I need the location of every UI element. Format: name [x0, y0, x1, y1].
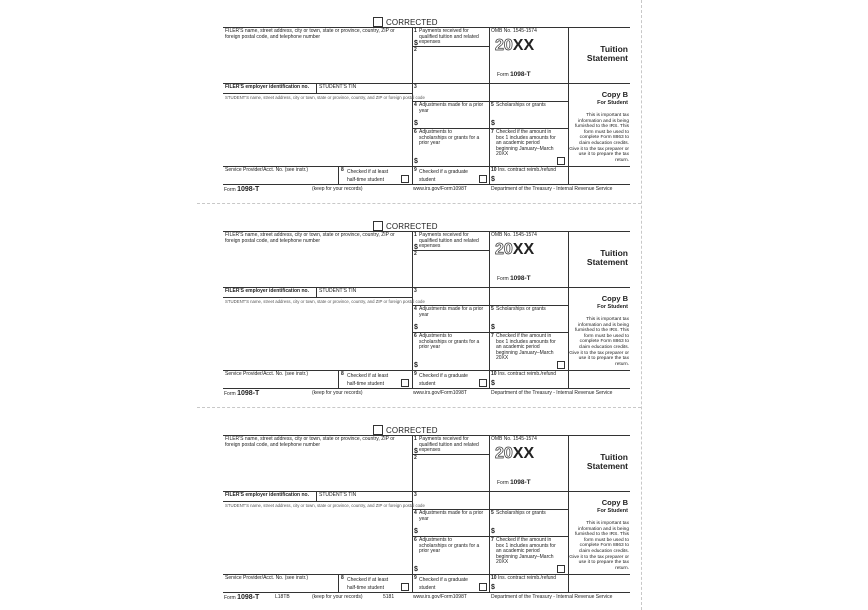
- box5-dollar: $: [491, 528, 495, 535]
- box5-num: 5: [491, 306, 494, 312]
- box3-num: 3: [414, 84, 417, 90]
- box5-label: Scholarships or grants: [496, 510, 546, 516]
- corrected-checkbox[interactable]: CORRECTED: [373, 221, 438, 231]
- form-1098t-copy-3: [223, 426, 630, 610]
- footer-irs-url[interactable]: www.irs.gov/Form1098T: [413, 186, 467, 192]
- form-grid: [223, 27, 630, 185]
- box8-label: Checked if at least half-time student: [347, 577, 389, 591]
- form-id: Form 1098-T: [497, 479, 531, 486]
- box8-num: 8: [341, 371, 344, 377]
- box1-dollar: $: [414, 40, 418, 47]
- box9-label: Checked if a graduate student: [419, 577, 468, 591]
- box9-label: Checked if a graduate student: [419, 373, 468, 387]
- box3-num: 3: [414, 492, 417, 498]
- box1-num: 1: [414, 436, 417, 442]
- form-title: Tuition Statement: [586, 248, 628, 267]
- filer-name-label: FILER'S name, street address, city or town, state or province, country, ZIP or foreign postal code, and telephone number: [225, 436, 395, 448]
- form-id: Form 1098-T: [497, 71, 531, 78]
- footer-keep-records: (keep for your records): [312, 390, 363, 396]
- box4-label: Adjustments made for a prior year: [419, 306, 484, 318]
- omb-number: OMB No. 1545-1574: [491, 436, 537, 442]
- footer-department: Department of the Treasury - Internal Revenue Service: [491, 390, 613, 396]
- filer-ein-label: FILER'S employer identification no.: [225, 84, 309, 90]
- box4-dollar: $: [414, 528, 418, 535]
- box5-dollar: $: [491, 324, 495, 331]
- box6-dollar: $: [414, 158, 418, 165]
- form-1098t-copy-2: [223, 222, 630, 406]
- service-provider-label: Service Provider/Acct. No. (see instr.): [225, 167, 309, 173]
- box10-num: 10: [491, 371, 497, 377]
- box1-label: Payments received for qualified tuition and related expenses: [419, 436, 479, 454]
- service-provider-label: Service Provider/Acct. No. (see instr.): [225, 371, 309, 377]
- box7-label: Checked if the amount in box 1 includes amounts for an academic period beginning January–March 20XX: [496, 333, 556, 362]
- box6-num: 6: [414, 333, 417, 339]
- box7-checkbox[interactable]: [557, 361, 565, 369]
- box5-label: Scholarships or grants: [496, 102, 546, 108]
- form-title: Tuition Statement: [586, 452, 628, 471]
- box9-num: 9: [414, 167, 417, 173]
- filer-ein-label: FILER'S employer identification no.: [225, 492, 309, 498]
- box5-num: 5: [491, 102, 494, 108]
- student-tin-label: STUDENT'S TIN: [319, 84, 357, 90]
- box5-num: 5: [491, 510, 494, 516]
- student-name-label: STUDENT'S name, street address, city or town, state or province, country, and ZIP or foreign postal code: [225, 503, 425, 508]
- box7-checkbox[interactable]: [557, 157, 565, 165]
- box10-label: Ins. contract reimb./refund: [498, 167, 557, 173]
- copy-label: Copy B: [601, 90, 628, 99]
- copy-info-text: This is important tax information and is being furnished to the IRS. This form must be used to complete Form 8863 to claim education credits. Give it to the tax preparer or use it to prepare the tax return.: [569, 521, 629, 571]
- copy-info-text: This is important tax information and is being furnished to the IRS. This form must be used to complete Form 8863 to claim education credits. Give it to the tax preparer or use it to prepare the tax return.: [569, 317, 629, 367]
- box1-dollar: $: [414, 448, 418, 455]
- box10-label: Ins. contract reimb./refund: [498, 575, 557, 581]
- footer-page-code: 5181: [383, 594, 395, 600]
- omb-number: OMB No. 1545-1574: [491, 28, 537, 34]
- copy-label: Copy B: [601, 294, 628, 303]
- box8-checkbox[interactable]: [401, 175, 409, 183]
- vertical-perforation: [641, 0, 642, 610]
- box10-num: 10: [491, 575, 497, 581]
- box9-label: Checked if a graduate student: [419, 169, 468, 183]
- tax-year: 20XX: [495, 445, 535, 462]
- box9-checkbox[interactable]: [479, 379, 487, 387]
- box9-checkbox[interactable]: [479, 175, 487, 183]
- box7-checkbox[interactable]: [557, 565, 565, 573]
- box4-label: Adjustments made for a prior year: [419, 102, 484, 114]
- tax-year: 20XX: [495, 241, 535, 258]
- footer-irs-url[interactable]: www.irs.gov/Form1098T: [413, 594, 467, 600]
- box8-checkbox[interactable]: [401, 379, 409, 387]
- box2-num: 2: [414, 455, 417, 461]
- box7-num: 7: [491, 537, 494, 543]
- student-name-label: STUDENT'S name, street address, city or town, state or province, country, and ZIP or foreign postal code: [225, 299, 425, 304]
- form-grid: [223, 435, 630, 593]
- footer-department: Department of the Treasury - Internal Revenue Service: [491, 186, 613, 192]
- box10-label: Ins. contract reimb./refund: [498, 371, 557, 377]
- box8-checkbox[interactable]: [401, 583, 409, 591]
- form-grid: [223, 231, 630, 389]
- footer-form-id: Form 1098-T: [224, 594, 260, 601]
- corrected-box-icon[interactable]: [373, 425, 383, 435]
- footer-department: Department of the Treasury - Internal Revenue Service: [491, 594, 613, 600]
- box9-num: 9: [414, 575, 417, 581]
- box2-num: 2: [414, 251, 417, 257]
- footer-keep-records: (keep for your records): [312, 186, 363, 192]
- box4-label: Adjustments made for a prior year: [419, 510, 484, 522]
- box4-num: 4: [414, 510, 417, 516]
- copy-for-label: For Student: [597, 508, 628, 514]
- filer-name-label: FILER'S name, street address, city or town, state or province, country, ZIP or foreign postal code, and telephone number: [225, 28, 395, 40]
- box6-label: Adjustments to scholarships or grants for a prior year: [419, 537, 480, 555]
- box6-label: Adjustments to scholarships or grants for a prior year: [419, 333, 480, 351]
- filer-name-label: FILER'S name, street address, city or town, state or province, country, ZIP or foreign postal code, and telephone number: [225, 232, 395, 244]
- box9-num: 9: [414, 371, 417, 377]
- footer-form-id: Form 1098-T: [224, 390, 260, 397]
- box9-checkbox[interactable]: [479, 583, 487, 591]
- horizontal-perforation: [197, 203, 641, 204]
- box1-dollar: $: [414, 244, 418, 251]
- form-title: Tuition Statement: [586, 44, 628, 63]
- box10-num: 10: [491, 167, 497, 173]
- footer-keep-records: (keep for your records): [312, 594, 363, 600]
- box1-num: 1: [414, 28, 417, 34]
- box4-num: 4: [414, 306, 417, 312]
- corrected-checkbox[interactable]: CORRECTED: [373, 425, 438, 435]
- box10-dollar: $: [491, 176, 495, 183]
- corrected-box-icon[interactable]: [373, 17, 383, 27]
- box6-num: 6: [414, 537, 417, 543]
- box4-dollar: $: [414, 324, 418, 331]
- omb-number: OMB No. 1545-1574: [491, 232, 537, 238]
- box4-dollar: $: [414, 120, 418, 127]
- corrected-box-icon[interactable]: [373, 221, 383, 231]
- box1-num: 1: [414, 232, 417, 238]
- box8-num: 8: [341, 167, 344, 173]
- footer-irs-url[interactable]: www.irs.gov/Form1098T: [413, 390, 467, 396]
- footer-catalog-code: L18TB: [275, 594, 290, 600]
- box8-label: Checked if at least half-time student: [347, 169, 389, 183]
- box10-dollar: $: [491, 584, 495, 591]
- service-provider-label: Service Provider/Acct. No. (see instr.): [225, 575, 309, 581]
- student-tin-label: STUDENT'S TIN: [319, 492, 357, 498]
- box5-dollar: $: [491, 120, 495, 127]
- box6-dollar: $: [414, 566, 418, 573]
- box7-num: 7: [491, 333, 494, 339]
- student-name-label: STUDENT'S name, street address, city or town, state or province, country, and ZIP or foreign postal code: [225, 95, 425, 100]
- form-id: Form 1098-T: [497, 275, 531, 282]
- copy-for-label: For Student: [597, 100, 628, 106]
- copy-for-label: For Student: [597, 304, 628, 310]
- box8-label: Checked if at least half-time student: [347, 373, 389, 387]
- filer-ein-label: FILER'S employer identification no.: [225, 288, 309, 294]
- box5-label: Scholarships or grants: [496, 306, 546, 312]
- copy-info-text: This is important tax information and is being furnished to the IRS. This form must be used to complete Form 8863 to claim education credits. Give it to the tax preparer or use it to prepare the tax return.: [569, 113, 629, 163]
- box8-num: 8: [341, 575, 344, 581]
- box7-num: 7: [491, 129, 494, 135]
- footer-form-id: Form 1098-T: [224, 186, 260, 193]
- box10-dollar: $: [491, 380, 495, 387]
- horizontal-perforation: [197, 407, 641, 408]
- tax-year: 20XX: [495, 37, 535, 54]
- box6-label: Adjustments to scholarships or grants for a prior year: [419, 129, 480, 147]
- student-tin-label: STUDENT'S TIN: [319, 288, 357, 294]
- box6-dollar: $: [414, 362, 418, 369]
- box1-label: Payments received for qualified tuition and related expenses: [419, 28, 479, 46]
- box3-num: 3: [414, 288, 417, 294]
- box6-num: 6: [414, 129, 417, 135]
- box7-label: Checked if the amount in box 1 includes amounts for an academic period beginning January–March 20XX: [496, 129, 556, 158]
- copy-label: Copy B: [601, 498, 628, 507]
- box4-num: 4: [414, 102, 417, 108]
- box2-num: 2: [414, 47, 417, 53]
- box1-label: Payments received for qualified tuition and related expenses: [419, 232, 479, 250]
- form-1098t-copy-1: [223, 18, 630, 202]
- box7-label: Checked if the amount in box 1 includes amounts for an academic period beginning January–March 20XX: [496, 537, 556, 566]
- corrected-checkbox[interactable]: CORRECTED: [373, 17, 438, 27]
